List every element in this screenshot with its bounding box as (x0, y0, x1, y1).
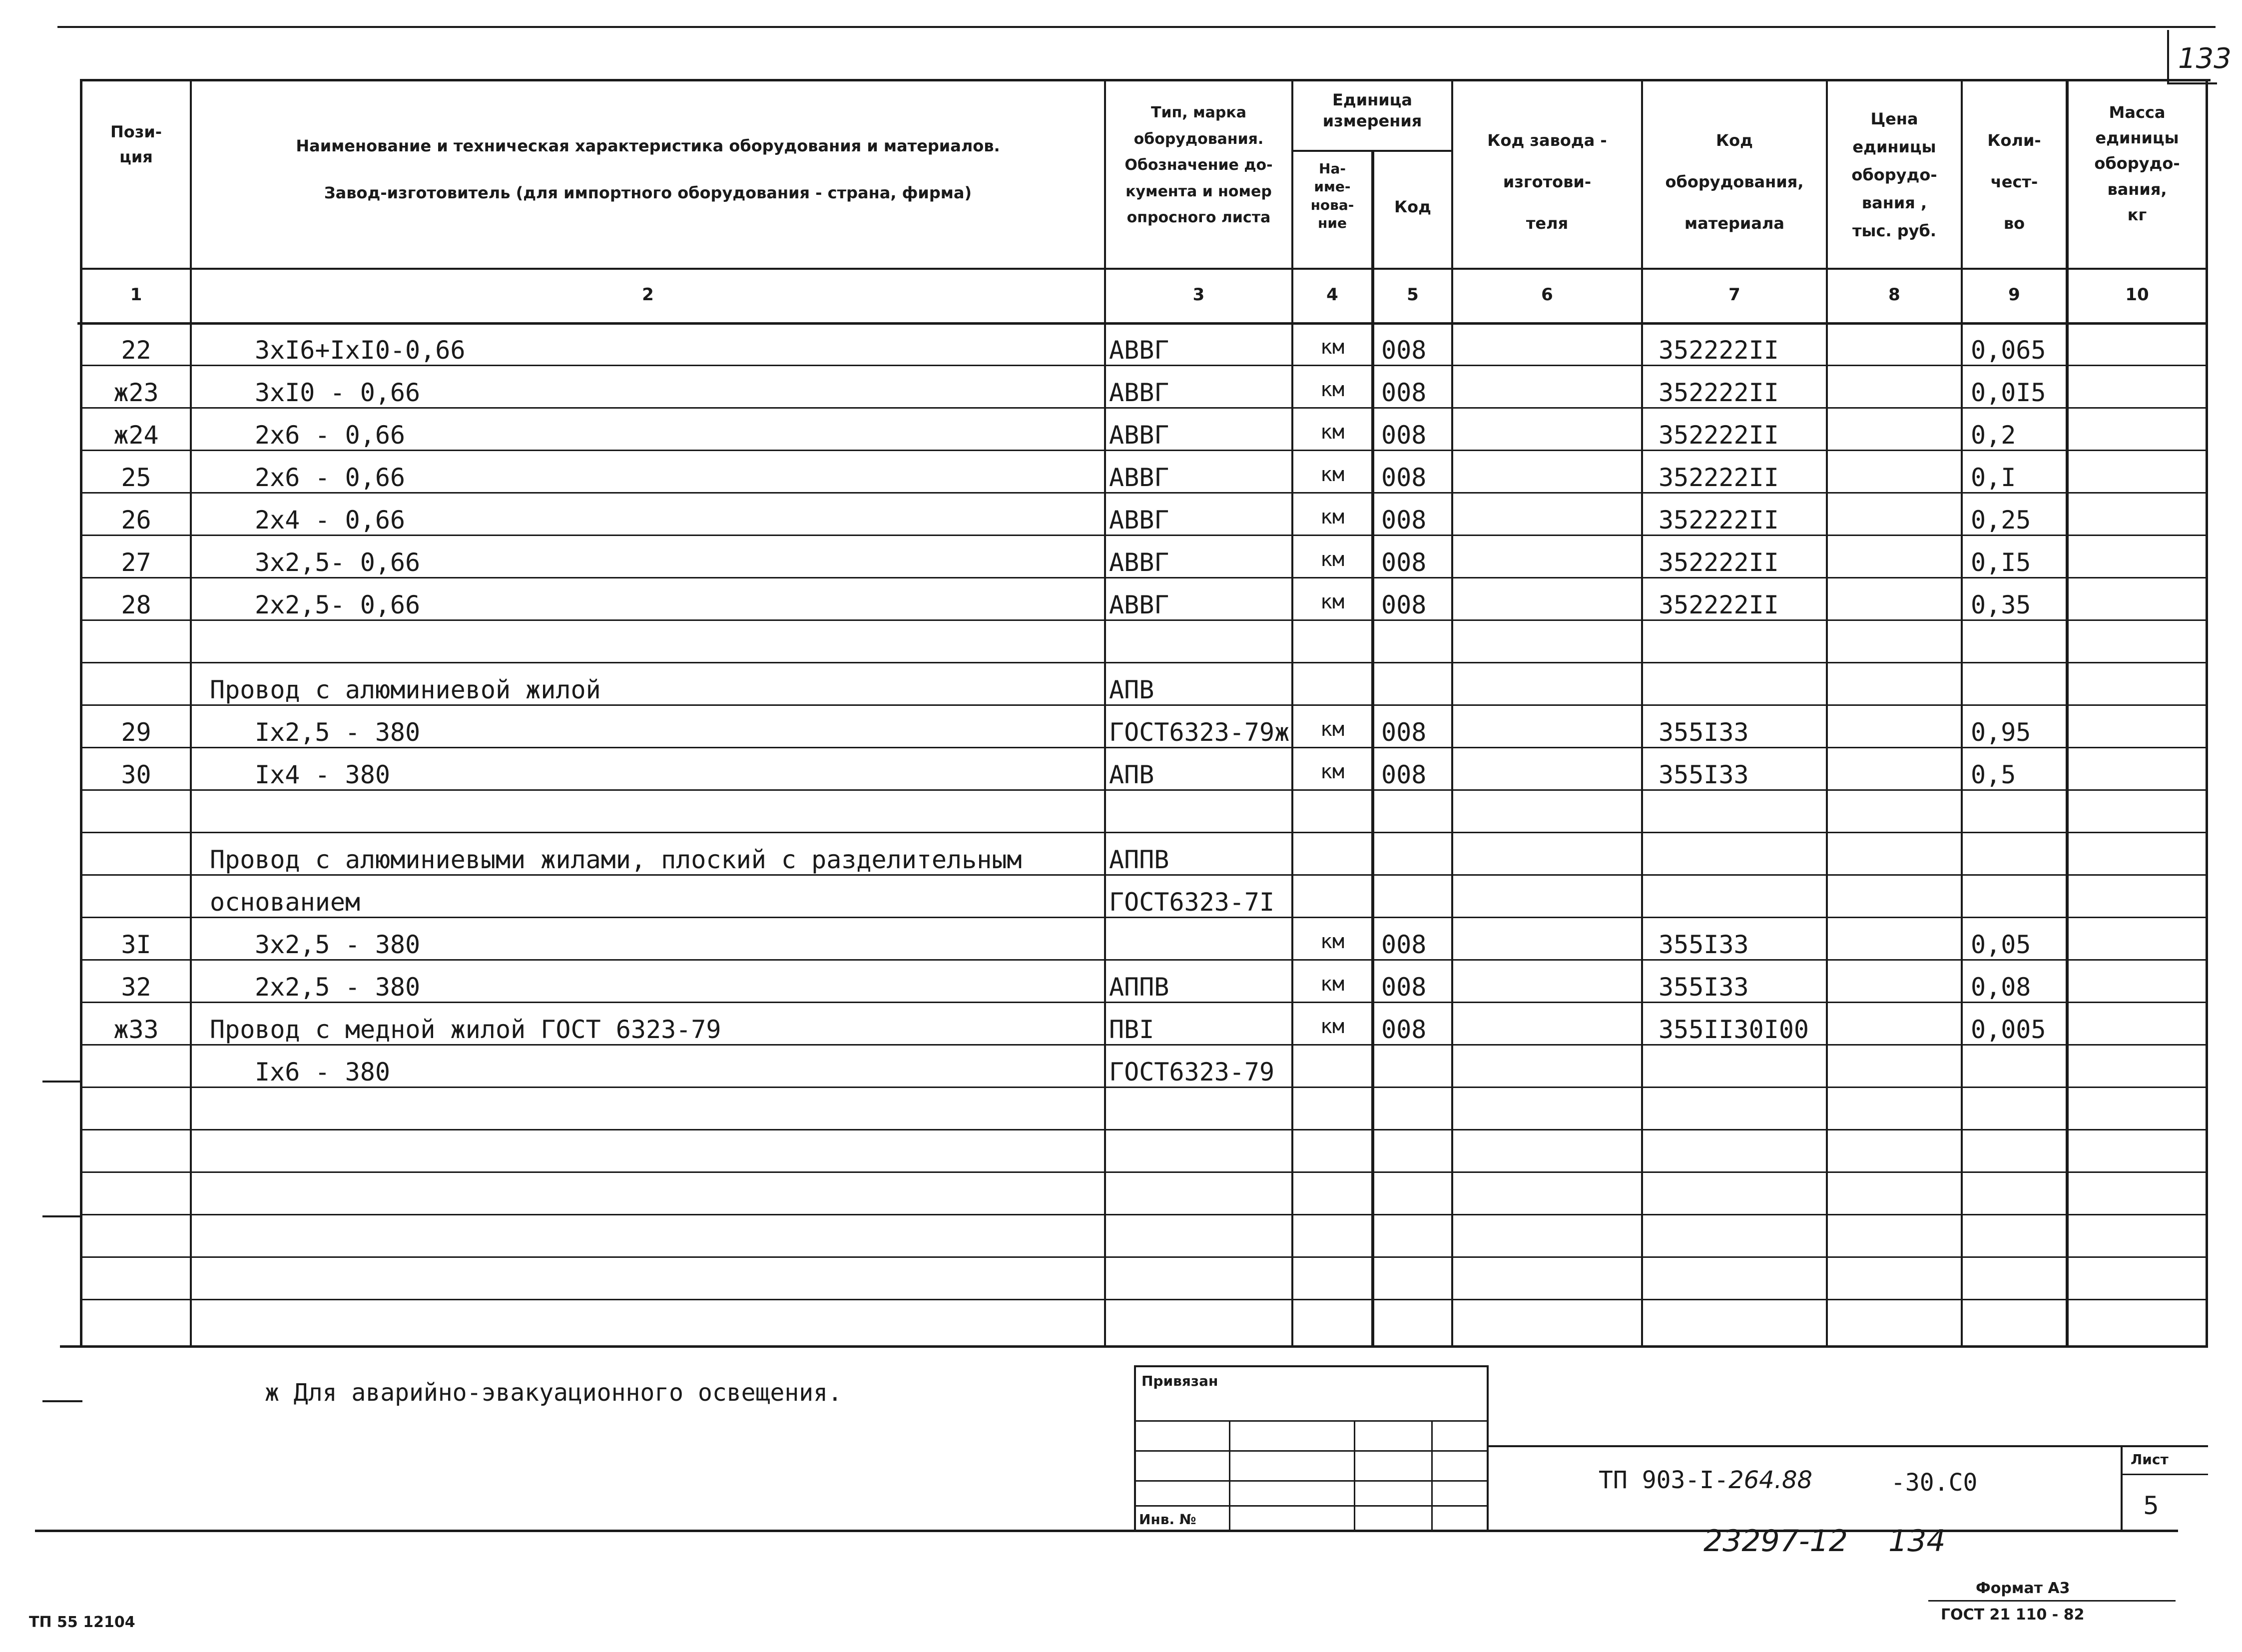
cell-quantity: 0,5 (1971, 760, 2016, 789)
cell-unit: км (1320, 760, 1345, 783)
row-line (80, 577, 2208, 578)
cell-position: ж24 (113, 421, 159, 450)
cell-quantity: 0,065 (1971, 336, 2046, 365)
row-line (80, 450, 2208, 451)
cell-name: 3xI0 - 0,66 (255, 378, 421, 407)
cell-position: 32 (121, 973, 151, 1002)
cell-quantity: 0,005 (1971, 1015, 2046, 1044)
unit-group-divider (1291, 150, 1451, 152)
col-num-7: 7 (1728, 285, 1740, 305)
corner-number: 133 (2178, 42, 2232, 75)
stamp-inv-label: Инв. № (1139, 1511, 1196, 1528)
cell-type: АВВГ (1109, 590, 1169, 619)
cell-type: ГОСТ6323-79 (1109, 1058, 1275, 1087)
cell-unit-code: 008 (1381, 760, 1427, 789)
row-line (80, 619, 2208, 621)
cell-material-code: 355II30I00 (1659, 1015, 1809, 1044)
cell-name: 2x6 - 0,66 (255, 421, 406, 450)
cell-name: Ix2,5 - 380 (255, 718, 421, 747)
cell-unit: км (1320, 548, 1345, 571)
cell-name: 3x2,5 - 380 (255, 930, 421, 959)
cell-unit-code: 008 (1381, 378, 1427, 407)
cell-name: Провод с алюминиевыми жилами, плоский с разделительным (210, 845, 1022, 874)
col-num-1: 1 (130, 285, 142, 305)
row-line (80, 1087, 2208, 1088)
cell-name: 2x2,5 - 380 (255, 973, 421, 1002)
stamp-bound-label: Привязан (1141, 1373, 1218, 1389)
col-line-8 (1961, 79, 1963, 1348)
header-price: Цена единицы оборудо- вания , тыс. руб. (1851, 109, 1937, 240)
cell-unit-code: 008 (1381, 463, 1427, 492)
row-line (80, 1299, 2208, 1300)
cell-type: ПВI (1109, 1015, 1154, 1044)
colnum-bottom-border (77, 322, 2208, 325)
cell-quantity: 0,25 (1971, 506, 2031, 535)
header-quantity: Коли- чест- во (1987, 131, 2041, 233)
cell-position: 22 (121, 336, 151, 365)
cell-name: Ix4 - 380 (255, 760, 390, 789)
cell-unit-code: 008 (1381, 930, 1427, 959)
doc-code-hand: 264.88 (1728, 1466, 1813, 1494)
row-line (80, 874, 2208, 876)
col-line-2 (1104, 79, 1106, 1348)
cell-material-code: 352222II (1659, 548, 1779, 577)
cell-position: 28 (121, 590, 151, 619)
col-num-9: 9 (2008, 285, 2020, 305)
cell-quantity: 0,I (1971, 463, 2016, 492)
col-num-10: 10 (2125, 285, 2149, 305)
cell-unit-code: 008 (1381, 421, 1427, 450)
corner-box-left (2167, 30, 2169, 84)
cell-unit-code: 008 (1381, 973, 1427, 1002)
row-line (80, 1171, 2208, 1173)
header-mass: Масса единицы оборудо- вания, кг (2094, 103, 2180, 224)
stamp-row-line (1134, 1505, 1489, 1507)
format-label: Формат А3 (1976, 1580, 2070, 1597)
doc-suffix: -30.С0 (1891, 1469, 1978, 1497)
top-rule (57, 26, 2216, 28)
col-line-5 (1451, 79, 1453, 1348)
col-num-6: 6 (1541, 285, 1553, 305)
cell-type: АППВ (1109, 845, 1169, 874)
table-bottom-border (60, 1345, 2208, 1348)
cell-unit: км (1320, 378, 1345, 401)
cell-name: 3x2,5- 0,66 (255, 548, 421, 577)
row-line (80, 1044, 2208, 1046)
row-line (80, 365, 2208, 366)
header-unit-group: Единица измерения (1322, 90, 1422, 130)
cell-unit: км (1320, 336, 1345, 359)
row-line (80, 959, 2208, 961)
col-line-1 (190, 79, 192, 1348)
cell-material-code: 352222II (1659, 590, 1779, 619)
row-line (80, 662, 2208, 663)
cell-unit: км (1320, 590, 1345, 613)
stamp-col-line (1229, 1420, 1230, 1530)
frame-left (80, 79, 82, 1348)
cell-position: 3I (121, 930, 151, 959)
row-line (80, 917, 2208, 918)
cell-unit-code: 008 (1381, 548, 1427, 577)
cell-material-code: 355I33 (1659, 718, 1749, 747)
header-unit-name: На- име- нова- ние (1310, 160, 1354, 232)
cell-type: АВВГ (1109, 548, 1169, 577)
sheet-box-divider (2121, 1474, 2208, 1475)
sheet-number: 5 (2143, 1491, 2159, 1520)
cell-position: ж23 (113, 378, 159, 407)
col-line-7 (1826, 79, 1828, 1348)
cell-quantity: 0,08 (1971, 973, 2031, 1002)
col-line-3 (1291, 79, 1293, 1348)
margin-tick (42, 1400, 82, 1402)
cell-type: ГОСТ6323-79ж (1109, 718, 1290, 747)
cell-position: 26 (121, 506, 151, 535)
cell-name: 3xI6+IxI0-0,66 (255, 336, 466, 365)
cell-unit-code: 008 (1381, 1015, 1427, 1044)
doc-code (1599, 1466, 1812, 1494)
row-line (80, 1002, 2208, 1003)
cell-type: АПВ (1109, 760, 1154, 789)
row-line (80, 704, 2208, 706)
cell-quantity: 0,2 (1971, 421, 2016, 450)
row-line (80, 789, 2208, 791)
cell-type: АВВГ (1109, 463, 1169, 492)
stamp-col-line (1354, 1420, 1355, 1530)
cell-type: АППВ (1109, 973, 1169, 1002)
row-line (80, 832, 2208, 833)
cell-quantity: 0,0I5 (1971, 378, 2046, 407)
cell-unit: км (1320, 506, 1345, 529)
cell-unit: км (1320, 463, 1345, 486)
margin-tick (42, 1215, 82, 1217)
header-unit-code: Код (1394, 197, 1431, 216)
cell-quantity: 0,I5 (1971, 548, 2031, 577)
cell-position: ж33 (113, 1015, 159, 1044)
cell-material-code: 355I33 (1659, 973, 1749, 1002)
cell-material-code: 352222II (1659, 421, 1779, 450)
row-line (80, 747, 2208, 748)
header-type: Тип, марка оборудования. Обозначение до- кумента и номер опросного листа (1124, 104, 1273, 226)
gost-label: ГОСТ 21 110 - 82 (1941, 1606, 2085, 1624)
cell-material-code: 352222II (1659, 463, 1779, 492)
stamp-main-top (1487, 1445, 2208, 1447)
handwritten-number-2: 134 (1888, 1524, 1946, 1559)
cell-type: АВВГ (1109, 378, 1169, 407)
row-line (80, 407, 2208, 409)
sheet-label: Лист (2131, 1451, 2169, 1468)
sheet-box-left (2121, 1445, 2123, 1530)
cell-type: АВВГ (1109, 506, 1169, 535)
cell-position: 25 (121, 463, 151, 492)
cell-quantity: 0,35 (1971, 590, 2031, 619)
col-line-9 (2066, 79, 2069, 1345)
cell-material-code: 352222II (1659, 506, 1779, 535)
col-num-3: 3 (1192, 285, 1205, 305)
margin-tick (42, 1081, 82, 1083)
cell-type: АВВГ (1109, 421, 1169, 450)
cell-type: АПВ (1109, 675, 1154, 704)
cell-quantity: 0,95 (1971, 718, 2031, 747)
header-factory-code: Код завода - изготови- теля (1487, 131, 1607, 233)
cell-type: АВВГ (1109, 336, 1169, 365)
row-line (80, 535, 2208, 536)
cell-material-code: 355I33 (1659, 930, 1749, 959)
cell-unit-code: 008 (1381, 718, 1427, 747)
cell-unit: км (1320, 718, 1345, 741)
cell-material-code: 352222II (1659, 378, 1779, 407)
corner-box-bottom (2167, 82, 2217, 84)
cell-quantity: 0,05 (1971, 930, 2031, 959)
table-top-border (80, 79, 2211, 81)
row-line (80, 1256, 2208, 1258)
stamp-row-line (1134, 1450, 1489, 1452)
row-line (80, 1214, 2208, 1215)
cell-unit: км (1320, 973, 1345, 996)
header-material-code: Код оборудования, материала (1665, 131, 1804, 233)
col-num-2: 2 (642, 285, 654, 305)
cell-position: 29 (121, 718, 151, 747)
cell-name: Ix6 - 380 (255, 1058, 390, 1087)
col-num-4: 4 (1326, 285, 1338, 305)
cell-type: ГОСТ6323-7I (1109, 888, 1275, 917)
footnote: ж Для аварийно-эвакуационного освещения. (265, 1379, 842, 1407)
stamp-row-line (1134, 1420, 1489, 1422)
header-name-line1: Наименование и техническая характеристика оборудования и материалов. (296, 136, 1000, 155)
cell-name: 2x4 - 0,66 (255, 506, 406, 535)
cell-position: 27 (121, 548, 151, 577)
row-line (80, 492, 2208, 494)
cell-name: Провод с медной жилой ГОСТ 6323-79 (210, 1015, 721, 1044)
header-name-line2: Завод-изготовитель (для импортного оборудования - страна, фирма) (324, 183, 972, 202)
col-num-5: 5 (1407, 285, 1419, 305)
frame-bottom (35, 1530, 2178, 1532)
cell-name: 2x6 - 0,66 (255, 463, 406, 492)
cell-name: Провод с алюминиевой жилой (210, 675, 601, 704)
header-bottom-border (80, 268, 2208, 270)
cell-unit-code: 008 (1381, 336, 1427, 365)
cell-position: 30 (121, 760, 151, 789)
left-footer: ТП 55 12104 (29, 1614, 135, 1631)
cell-unit: км (1320, 930, 1345, 953)
cell-material-code: 355I33 (1659, 760, 1749, 789)
cell-unit-code: 008 (1381, 506, 1427, 535)
stamp-col-line (1431, 1420, 1433, 1530)
handwritten-number: 23297-12 (1703, 1524, 1848, 1559)
cell-unit: км (1320, 421, 1345, 444)
stamp-top (1134, 1365, 1489, 1367)
cell-unit-code: 008 (1381, 590, 1427, 619)
format-rule (1928, 1600, 2176, 1602)
cell-material-code: 352222II (1659, 336, 1779, 365)
frame-right (2206, 79, 2208, 1348)
col-line-6 (1641, 79, 1643, 1348)
cell-name: основанием (210, 888, 361, 917)
doc-code-prefix: ТП 903-I- (1599, 1466, 1729, 1494)
col-num-8: 8 (1888, 285, 1900, 305)
stamp-row-line (1134, 1480, 1489, 1482)
row-line (80, 1129, 2208, 1130)
cell-name: 2x2,5- 0,66 (255, 590, 421, 619)
cell-unit: км (1320, 1015, 1345, 1038)
header-position: Пози- ция (110, 122, 162, 166)
